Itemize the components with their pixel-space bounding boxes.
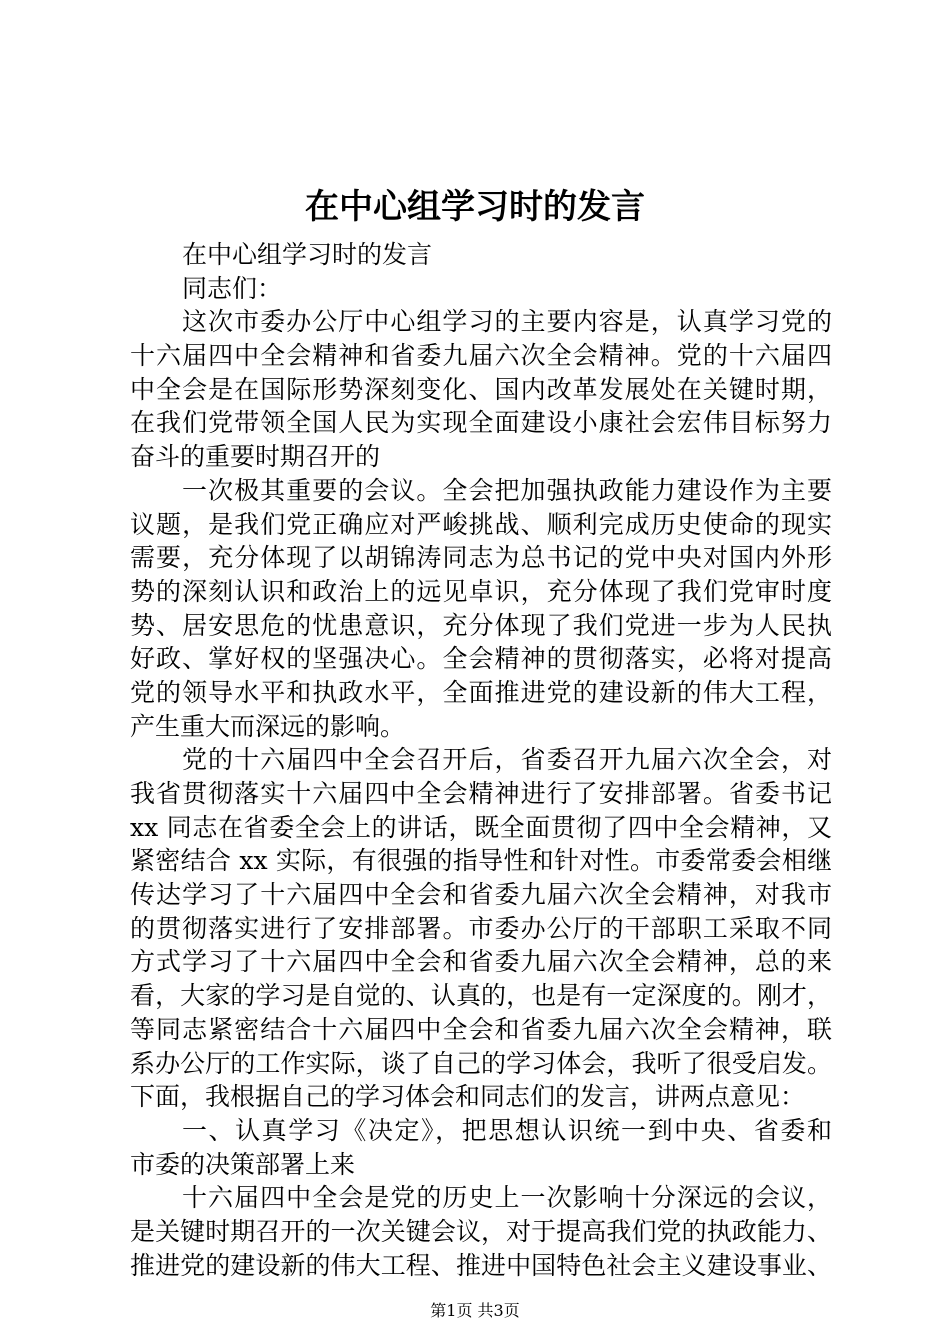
page-footer: 第1页 共3页	[430, 1301, 520, 1320]
text-line: 推进党的建设新的伟大工程、推进中国特色社会主义建设事业、	[130, 1250, 832, 1280]
text-line: 势、居安思危的忧患意识，充分体现了我们党进一步为人民执	[130, 610, 832, 640]
text-line: 在中心组学习时的发言	[182, 240, 433, 269]
text-line: 党的十六届四中全会召开后，省委召开九届六次全会，对	[182, 745, 832, 775]
text-line: 产生重大而深远的影响。	[130, 711, 406, 741]
text-line: 一次极其重要的会议。全会把加强执政能力建设作为主要	[182, 475, 832, 505]
text-line: 在我们党带领全国人民为实现全面建设小康社会宏伟目标努力	[130, 408, 832, 438]
text-line: 是关键时期召开的一次关键会议，对于提高我们党的执政能力、	[130, 1216, 832, 1246]
text-line: 等同志紧密结合十六届四中全会和省委九届六次全会精神，联	[130, 1014, 832, 1044]
text-line: 方式学习了十六届四中全会和省委九届六次全会精神，总的来	[130, 947, 832, 977]
text-line: 十六届四中全会是党的历史上一次影响十分深远的会议，	[182, 1183, 832, 1213]
text-line: 这次市委办公厅中心组学习的主要内容是，认真学习党的	[182, 307, 832, 337]
text-line: 奋斗的重要时期召开的	[130, 442, 381, 472]
text-line: 势的深刻认识和政治上的远见卓识，充分体现了我们党审时度	[130, 576, 832, 606]
text-line: 议题，是我们党正确应对严峻挑战、顺利完成历史使命的现实	[130, 509, 832, 539]
text-line: 中全会是在国际形势深刻变化、国内改革发展处在关键时期，	[130, 374, 832, 404]
text-line: 一、认真学习《决定》，把思想认识统一到中央、省委和	[182, 1115, 832, 1145]
text-line: 同志们：	[182, 273, 283, 303]
text-line: 的贯彻落实进行了安排部署。市委办公厅的干部职工采取不同	[130, 913, 832, 943]
text-line: 看，大家的学习是自觉的、认真的，也是有一定深度的。刚才，	[130, 981, 832, 1011]
text-line: 市委的决策部署上来	[130, 1149, 356, 1179]
text-line: 党的领导水平和执政水平，全面推进党的建设新的伟大工程，	[130, 677, 832, 707]
text-line: 下面，我根据自己的学习体会和同志们的发言，讲两点意见：	[130, 1082, 806, 1112]
text-line: 好政、掌好权的坚强决心。全会精神的贯彻落实，必将对提高	[130, 644, 832, 674]
document-title: 在中心组学习时的发言	[305, 187, 645, 227]
text-line: 紧密结合 xx 实际，有很强的指导性和针对性。市委常委会相继	[130, 846, 832, 876]
document-body	[130, 238, 832, 1282]
text-line: 我省贯彻落实十六届四中全会精神进行了安排部署。省委书记	[130, 779, 832, 808]
text-line: 传达学习了十六届四中全会和省委九届六次全会精神，对我市	[130, 880, 832, 910]
text-line: 系办公厅的工作实际，谈了自己的学习体会，我听了很受启发。	[130, 1048, 832, 1078]
text-line: 需要，充分体现了以胡锦涛同志为总书记的党中央对国内外形	[130, 543, 832, 573]
text-line: 十六届四中全会精神和省委九届六次全会精神。党的十六届四	[130, 341, 832, 371]
text-line: xx 同志在省委全会上的讲话，既全面贯彻了四中全会精神，又	[130, 812, 832, 842]
